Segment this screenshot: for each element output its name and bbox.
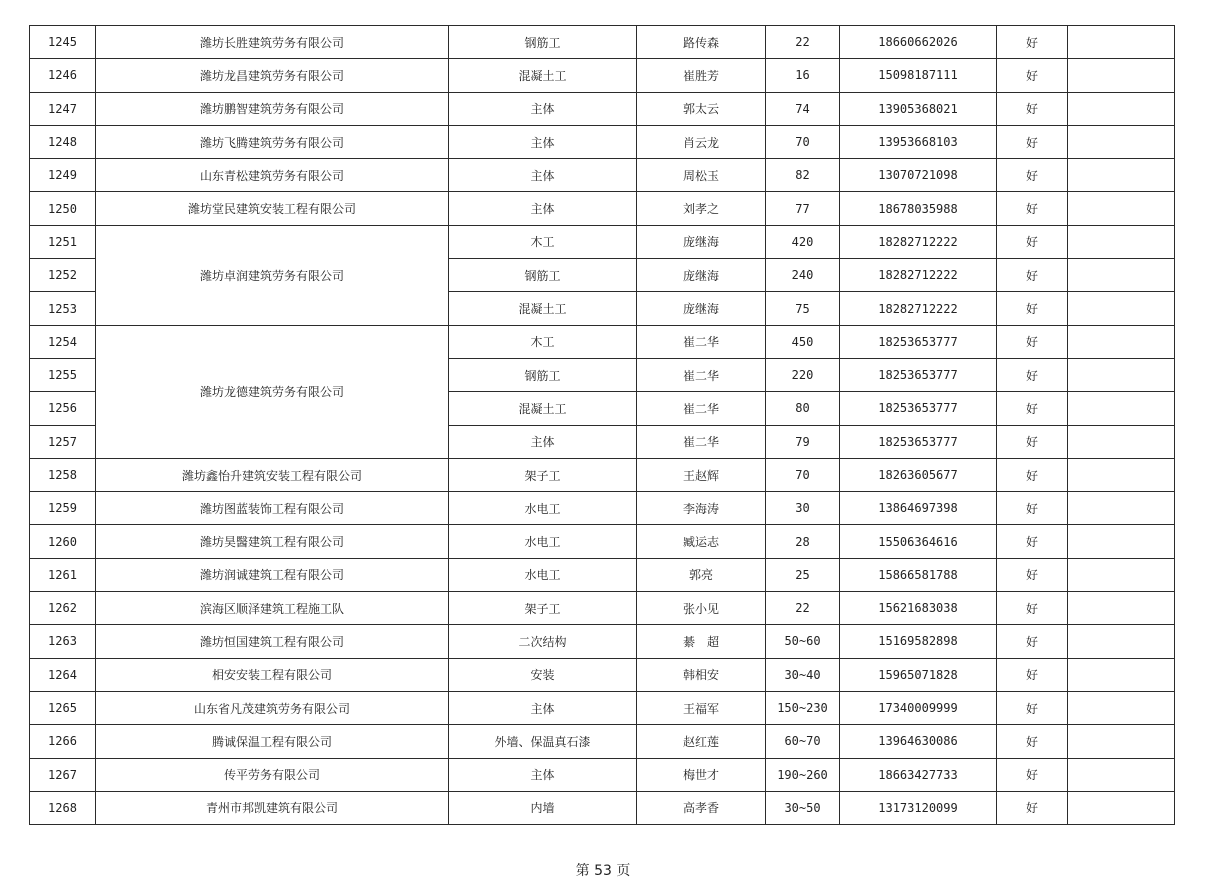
row-number-cell: 1253	[30, 292, 96, 325]
phone-cell: 18282712222	[840, 225, 997, 258]
table-row	[30, 558, 1175, 591]
row-number-cell: 1256	[30, 392, 96, 425]
note-cell	[1068, 458, 1175, 491]
note-cell	[1068, 425, 1175, 458]
worker-count-cell: 220	[766, 358, 840, 391]
phone-cell: 15965071828	[840, 658, 997, 691]
worker-count-cell: 450	[766, 325, 840, 358]
note-cell	[1068, 592, 1175, 625]
table-row	[30, 325, 1175, 358]
worker-count-cell: 25	[766, 558, 840, 591]
rating-cell: 好	[997, 26, 1068, 59]
rating-cell: 好	[997, 758, 1068, 791]
rating-cell: 好	[997, 192, 1068, 225]
contact-person-cell: 綦 超	[637, 625, 766, 658]
contact-person-cell: 周松玉	[637, 159, 766, 192]
trade-cell: 主体	[449, 425, 637, 458]
worker-count-cell: 74	[766, 92, 840, 125]
company-cell: 潍坊恒国建筑工程有限公司	[96, 625, 449, 658]
table-row	[30, 758, 1175, 791]
rating-cell: 好	[997, 691, 1068, 724]
worker-count-cell: 79	[766, 425, 840, 458]
phone-cell: 15169582898	[840, 625, 997, 658]
rating-cell: 好	[997, 791, 1068, 824]
company-cell: 腾诚保温工程有限公司	[96, 725, 449, 758]
contact-person-cell: 崔胜芳	[637, 59, 766, 92]
worker-count-cell: 150~230	[766, 691, 840, 724]
worker-count-cell: 16	[766, 59, 840, 92]
trade-cell: 钢筋工	[449, 259, 637, 292]
contact-person-cell: 郭亮	[637, 558, 766, 591]
note-cell	[1068, 525, 1175, 558]
row-number-cell: 1250	[30, 192, 96, 225]
contact-person-cell: 刘孝之	[637, 192, 766, 225]
table-row	[30, 125, 1175, 158]
note-cell	[1068, 225, 1175, 258]
table-row	[30, 725, 1175, 758]
rating-cell: 好	[997, 125, 1068, 158]
contact-person-cell: 崔二华	[637, 358, 766, 391]
worker-count-cell: 70	[766, 125, 840, 158]
rating-cell: 好	[997, 592, 1068, 625]
worker-count-cell: 60~70	[766, 725, 840, 758]
company-cell: 潍坊昊醫建筑工程有限公司	[96, 525, 449, 558]
row-number-cell: 1264	[30, 658, 96, 691]
contact-person-cell: 张小见	[637, 592, 766, 625]
company-cell: 相安安装工程有限公司	[96, 658, 449, 691]
contact-person-cell: 崔二华	[637, 325, 766, 358]
phone-cell: 13173120099	[840, 791, 997, 824]
rating-cell: 好	[997, 159, 1068, 192]
rating-cell: 好	[997, 325, 1068, 358]
page-number: 第 53 页	[575, 863, 631, 879]
phone-cell: 18253653777	[840, 425, 997, 458]
row-number-cell: 1249	[30, 159, 96, 192]
trade-cell: 木工	[449, 325, 637, 358]
table-row	[30, 658, 1175, 691]
rating-cell: 好	[997, 59, 1068, 92]
contact-person-cell: 路传森	[637, 26, 766, 59]
note-cell	[1068, 358, 1175, 391]
contact-person-cell: 高孝香	[637, 791, 766, 824]
trade-cell: 主体	[449, 192, 637, 225]
worker-count-cell: 22	[766, 592, 840, 625]
note-cell	[1068, 125, 1175, 158]
rating-cell: 好	[997, 525, 1068, 558]
contractor-roster-table	[29, 25, 1175, 825]
worker-count-cell: 80	[766, 392, 840, 425]
row-number-cell: 1247	[30, 92, 96, 125]
company-cell: 潍坊图蓝装饰工程有限公司	[96, 492, 449, 525]
contact-person-cell: 赵红莲	[637, 725, 766, 758]
worker-count-cell: 82	[766, 159, 840, 192]
note-cell	[1068, 392, 1175, 425]
row-number-cell: 1248	[30, 125, 96, 158]
rating-cell: 好	[997, 392, 1068, 425]
phone-cell: 18282712222	[840, 259, 997, 292]
row-number-cell: 1258	[30, 458, 96, 491]
note-cell	[1068, 159, 1175, 192]
note-cell	[1068, 758, 1175, 791]
phone-cell: 15506364616	[840, 525, 997, 558]
note-cell	[1068, 558, 1175, 591]
company-cell: 潍坊龙昌建筑劳务有限公司	[96, 59, 449, 92]
contact-person-cell: 李海涛	[637, 492, 766, 525]
trade-cell: 外墙、保温真石漆	[449, 725, 637, 758]
rating-cell: 好	[997, 425, 1068, 458]
worker-count-cell: 240	[766, 259, 840, 292]
row-number-cell: 1246	[30, 59, 96, 92]
note-cell	[1068, 625, 1175, 658]
trade-cell: 钢筋工	[449, 358, 637, 391]
worker-count-cell: 190~260	[766, 758, 840, 791]
row-number-cell: 1252	[30, 259, 96, 292]
phone-cell: 13964630086	[840, 725, 997, 758]
phone-cell: 18253653777	[840, 392, 997, 425]
trade-cell: 木工	[449, 225, 637, 258]
note-cell	[1068, 791, 1175, 824]
rating-cell: 好	[997, 492, 1068, 525]
note-cell	[1068, 192, 1175, 225]
table-row	[30, 492, 1175, 525]
table-row	[30, 458, 1175, 491]
rating-cell: 好	[997, 558, 1068, 591]
phone-cell: 18253653777	[840, 358, 997, 391]
table-row	[30, 92, 1175, 125]
worker-count-cell: 420	[766, 225, 840, 258]
phone-cell: 15621683038	[840, 592, 997, 625]
worker-count-cell: 70	[766, 458, 840, 491]
row-number-cell: 1245	[30, 26, 96, 59]
company-cell: 滨海区顺泽建筑工程施工队	[96, 592, 449, 625]
note-cell	[1068, 26, 1175, 59]
trade-cell: 主体	[449, 125, 637, 158]
trade-cell: 架子工	[449, 592, 637, 625]
table-row	[30, 592, 1175, 625]
trade-cell: 水电工	[449, 558, 637, 591]
phone-cell: 15098187111	[840, 59, 997, 92]
note-cell	[1068, 691, 1175, 724]
worker-count-cell: 77	[766, 192, 840, 225]
company-cell: 潍坊卓润建筑劳务有限公司	[96, 225, 449, 325]
table-row	[30, 625, 1175, 658]
note-cell	[1068, 658, 1175, 691]
contact-person-cell: 肖云龙	[637, 125, 766, 158]
contact-person-cell: 崔二华	[637, 392, 766, 425]
contact-person-cell: 郭太云	[637, 92, 766, 125]
company-cell: 潍坊堂民建筑安装工程有限公司	[96, 192, 449, 225]
row-number-cell: 1263	[30, 625, 96, 658]
phone-cell: 15866581788	[840, 558, 997, 591]
rating-cell: 好	[997, 292, 1068, 325]
trade-cell: 混凝土工	[449, 292, 637, 325]
trade-cell: 主体	[449, 159, 637, 192]
worker-count-cell: 30	[766, 492, 840, 525]
contact-person-cell: 梅世才	[637, 758, 766, 791]
contact-person-cell: 韩相安	[637, 658, 766, 691]
rating-cell: 好	[997, 658, 1068, 691]
phone-cell: 18253653777	[840, 325, 997, 358]
row-number-cell: 1265	[30, 691, 96, 724]
row-number-cell: 1251	[30, 225, 96, 258]
company-cell: 传平劳务有限公司	[96, 758, 449, 791]
worker-count-cell: 22	[766, 26, 840, 59]
phone-cell: 18282712222	[840, 292, 997, 325]
contact-person-cell: 臧运志	[637, 525, 766, 558]
row-number-cell: 1260	[30, 525, 96, 558]
worker-count-cell: 50~60	[766, 625, 840, 658]
row-number-cell: 1261	[30, 558, 96, 591]
contact-person-cell: 庞继海	[637, 259, 766, 292]
row-number-cell: 1254	[30, 325, 96, 358]
table-row	[30, 159, 1175, 192]
phone-cell: 18660662026	[840, 26, 997, 59]
phone-cell: 18678035988	[840, 192, 997, 225]
rating-cell: 好	[997, 358, 1068, 391]
contact-person-cell: 王福军	[637, 691, 766, 724]
table-row	[30, 192, 1175, 225]
row-number-cell: 1266	[30, 725, 96, 758]
row-number-cell: 1268	[30, 791, 96, 824]
worker-count-cell: 30~40	[766, 658, 840, 691]
trade-cell: 主体	[449, 92, 637, 125]
company-cell: 潍坊鑫怡升建筑安装工程有限公司	[96, 458, 449, 491]
contact-person-cell: 庞继海	[637, 292, 766, 325]
table-row	[30, 26, 1175, 59]
table-row	[30, 59, 1175, 92]
company-cell: 潍坊润诚建筑工程有限公司	[96, 558, 449, 591]
phone-cell: 18663427733	[840, 758, 997, 791]
trade-cell: 主体	[449, 691, 637, 724]
phone-cell: 13070721098	[840, 159, 997, 192]
trade-cell: 二次结构	[449, 625, 637, 658]
worker-count-cell: 75	[766, 292, 840, 325]
contact-person-cell: 庞继海	[637, 225, 766, 258]
company-cell: 潍坊鹏智建筑劳务有限公司	[96, 92, 449, 125]
company-cell: 青州市邦凯建筑有限公司	[96, 791, 449, 824]
rating-cell: 好	[997, 625, 1068, 658]
contact-person-cell: 王赵辉	[637, 458, 766, 491]
company-cell: 山东青松建筑劳务有限公司	[96, 159, 449, 192]
rating-cell: 好	[997, 458, 1068, 491]
trade-cell: 主体	[449, 758, 637, 791]
note-cell	[1068, 259, 1175, 292]
trade-cell: 内墙	[449, 791, 637, 824]
row-number-cell: 1262	[30, 592, 96, 625]
trade-cell: 混凝土工	[449, 59, 637, 92]
phone-cell: 18263605677	[840, 458, 997, 491]
worker-count-cell: 30~50	[766, 791, 840, 824]
row-number-cell: 1257	[30, 425, 96, 458]
trade-cell: 水电工	[449, 492, 637, 525]
table-row	[30, 525, 1175, 558]
table-row	[30, 691, 1175, 724]
row-number-cell: 1255	[30, 358, 96, 391]
note-cell	[1068, 492, 1175, 525]
row-number-cell: 1267	[30, 758, 96, 791]
company-cell: 潍坊长胜建筑劳务有限公司	[96, 26, 449, 59]
note-cell	[1068, 59, 1175, 92]
rating-cell: 好	[997, 725, 1068, 758]
company-cell: 山东省凡茂建筑劳务有限公司	[96, 691, 449, 724]
company-cell: 潍坊龙德建筑劳务有限公司	[96, 325, 449, 458]
trade-cell: 钢筋工	[449, 26, 637, 59]
table-row	[30, 791, 1175, 824]
phone-cell: 13953668103	[840, 125, 997, 158]
trade-cell: 架子工	[449, 458, 637, 491]
trade-cell: 水电工	[449, 525, 637, 558]
roster-body	[30, 26, 1175, 825]
note-cell	[1068, 92, 1175, 125]
note-cell	[1068, 325, 1175, 358]
trade-cell: 混凝土工	[449, 392, 637, 425]
phone-cell: 17340009999	[840, 691, 997, 724]
note-cell	[1068, 725, 1175, 758]
company-cell: 潍坊飞腾建筑劳务有限公司	[96, 125, 449, 158]
phone-cell: 13864697398	[840, 492, 997, 525]
contact-person-cell: 崔二华	[637, 425, 766, 458]
rating-cell: 好	[997, 225, 1068, 258]
worker-count-cell: 28	[766, 525, 840, 558]
table-row	[30, 225, 1175, 258]
phone-cell: 13905368021	[840, 92, 997, 125]
trade-cell: 安装	[449, 658, 637, 691]
rating-cell: 好	[997, 259, 1068, 292]
note-cell	[1068, 292, 1175, 325]
row-number-cell: 1259	[30, 492, 96, 525]
rating-cell: 好	[997, 92, 1068, 125]
